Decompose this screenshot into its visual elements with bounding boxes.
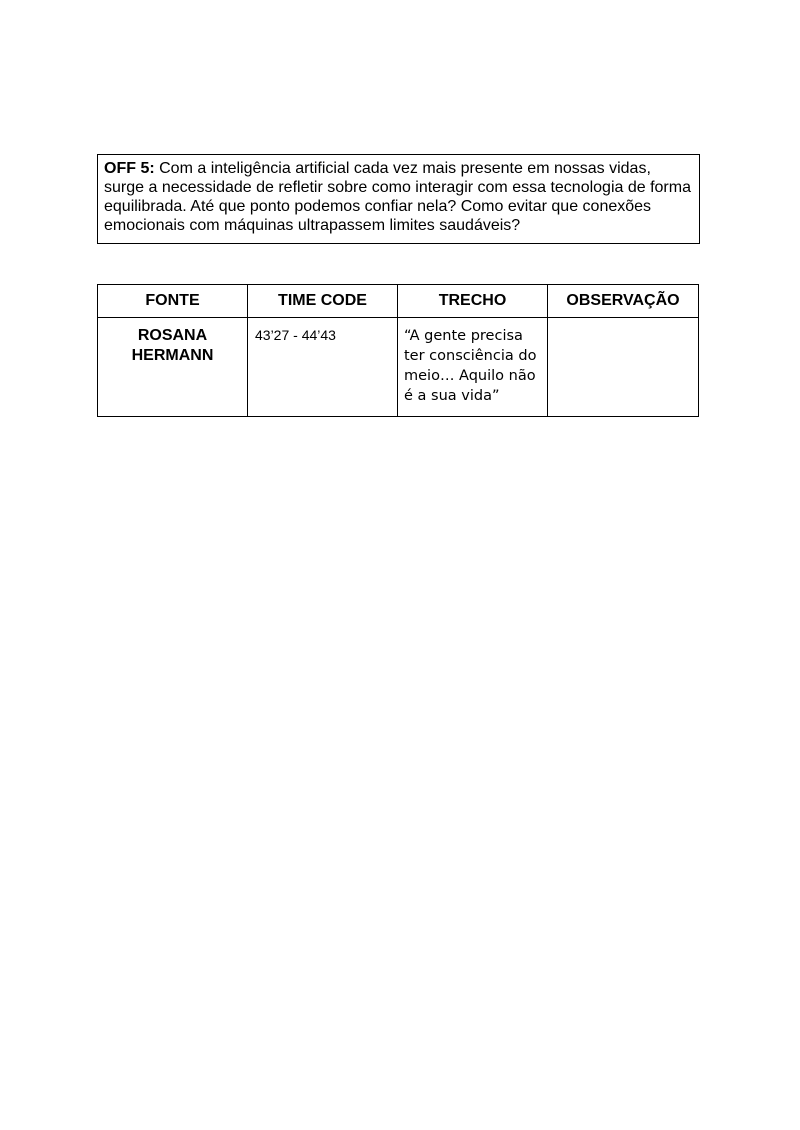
cell-fonte: ROSANA HERMANN [98,318,248,417]
header-trecho: TRECHO [398,285,548,318]
off-body-text: Com a inteligência artificial cada vez mais presente em nossas vidas, surge a necessidade de refletir sobre como interagir com essa tecnologia de forma equilibrada. Até que ponto podemos confiar nela? Como evitar que conexões emocionais com máquinas ultrapassem limites saudáveis? [104,160,691,234]
table-header-row [98,285,699,318]
script-table [97,284,699,417]
off-label: OFF 5: [104,160,155,177]
header-time-code: TIME CODE [248,285,398,318]
trecho-line: ter consciência do [404,348,537,364]
header-observacao: OBSERVAÇÃO [548,285,699,318]
off-text-block [97,154,700,244]
header-fonte: FONTE [98,285,248,318]
cell-time-code: 43’27 - 44’43 [248,318,398,417]
trecho-line: “A gente precisa [404,328,523,344]
cell-trecho [398,318,548,417]
table-row [98,318,699,417]
trecho-line: meio… Aquilo não [404,368,536,384]
cell-observacao [548,318,699,417]
trecho-line: é a sua vida” [404,388,500,404]
